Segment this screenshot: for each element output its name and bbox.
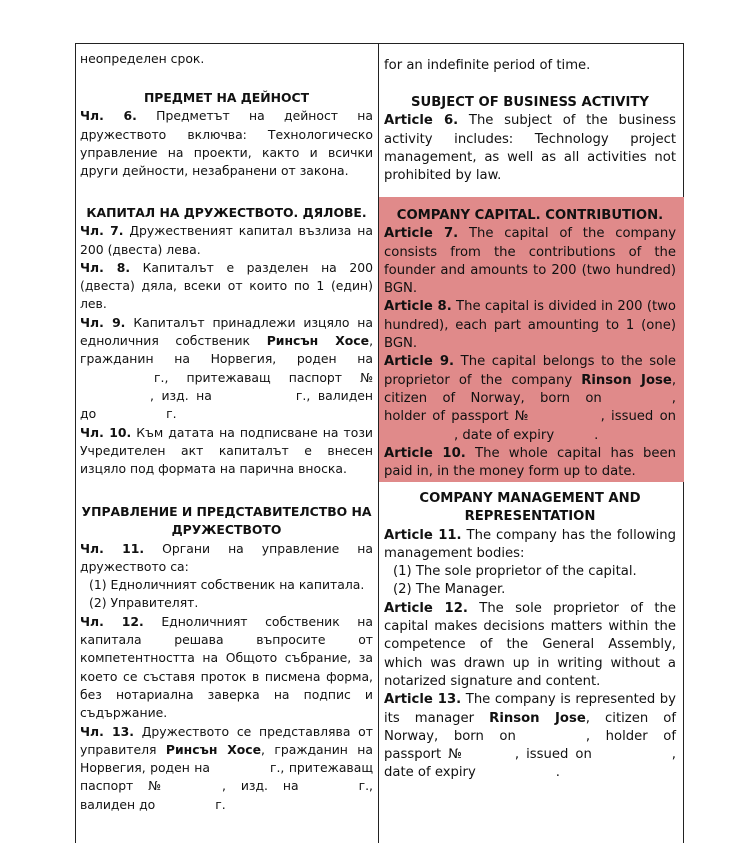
en-article-7: Article 7. The capital of the company consists from the contributions of the founder and amounts to 200 (two hundred) BGN. bbox=[384, 226, 677, 297]
en-heading-management: COMPANY MANAGEMENT AND REPRESENTATION bbox=[419, 491, 641, 525]
en-article-12: Article 12. The sole proprietor of the capital makes decisions matters within the competence of the General Assembly, which was drawn up in writing without a notarized signature and content. bbox=[384, 600, 676, 689]
column-divider bbox=[378, 44, 379, 843]
en-continuation: for an indefinite period of time. bbox=[384, 58, 591, 73]
bg-heading-management: УПРАВЛЕНИЕ И ПРЕДСТАВИТЕЛСТВО НА ДРУЖЕСТВОТО bbox=[81, 504, 372, 538]
bg-continuation: неопределен срок. bbox=[80, 51, 205, 66]
en-article-11-item-2: (2) The Manager. bbox=[393, 582, 506, 598]
bg-heading-activity: ПРЕДМЕТ НА ДЕЙНОСТ bbox=[143, 90, 310, 105]
en-article-6: Article 6. The subject of the business activity includes: Technology project management, as well as all activities not prohibited by law. bbox=[384, 113, 676, 184]
en-heading-activity: SUBJECT OF BUSINESS ACTIVITY bbox=[411, 95, 649, 110]
bg-article-12: Чл. 12. Едноличният собственик на капитала решава въпросите от компетентността на Общото събрание, за което се съставя проток в писмена форма, без нотариална заверка на подпис и съдържание. bbox=[80, 613, 373, 721]
en-article-11: Article 11. The company has the following management bodies: bbox=[384, 527, 676, 561]
bg-article-9: Чл. 9. Капиталът принадлежи изцяло на едноличния собственик Ринсън Хосе, гражданин на Норвегия, роден наг., притежаващ паспорт №, изд. на г., валиден до г. bbox=[80, 314, 374, 422]
bg-article-7: Чл. 7. Дружественият капитал възлиза на 200 (двеста) лева. bbox=[80, 223, 373, 257]
en-article-13: Article 13. The company is represented by its manager Rinson Jose, citizen of Norway, born on , holder of passport № , issued on , date of expiry . bbox=[384, 692, 676, 781]
en-article-9: Article 9. The capital belongs to the sole proprietor of the company Rinson Jose, citizen of Norway, born on , holder of passport № , issued on, date of expiry . bbox=[384, 354, 677, 443]
en-heading-capital: COMPANY CAPITAL. CONTRIBUTION. bbox=[396, 208, 664, 223]
bg-heading-capital: КАПИТАЛ НА ДРУЖЕСТВОТО. ДЯЛОВЕ. bbox=[86, 205, 367, 220]
en-article-10: Article 10. The whole capital has been paid in, in the money form up to date. bbox=[384, 445, 676, 480]
bg-article-13: Чл. 13. Дружеството се представлява от управителя Ринсън Хосе, гражданин на Норвегия, роден на г., притежаващ паспорт № , изд. на г., валиден до г. bbox=[80, 723, 374, 812]
bilingual-document-table bbox=[75, 43, 684, 843]
bg-article-10: Чл. 10. Към датата на подписване на този Учредителен акт капиталът е внесен изцяло под формата на парична вноска. bbox=[80, 424, 373, 477]
bg-article-6: Чл. 6. Предметът на дейност на дружеството включва: Технологическо управление на проекти, както и всички други дейности, незабранени от закона. bbox=[80, 108, 373, 179]
bg-article-8: Чл. 8. Капиталът е разделен на 200 (двеста) дяла, всеки от които по 1 (един) лев. bbox=[80, 259, 373, 312]
en-article-11-item-1: (1) The sole proprietor of the capital. bbox=[393, 564, 637, 580]
bg-article-11-item-2: (2) Управителят. bbox=[89, 595, 199, 611]
en-article-8: Article 8. The capital is divided in 200 (two hundred), each part amounting to 1 (one) BGN. bbox=[384, 299, 677, 352]
bg-article-11-item-1: (1) Едноличният собственик на капитала. bbox=[89, 577, 365, 593]
bg-article-11: Чл. 11. Органи на управление на дружеството са: bbox=[80, 540, 373, 574]
